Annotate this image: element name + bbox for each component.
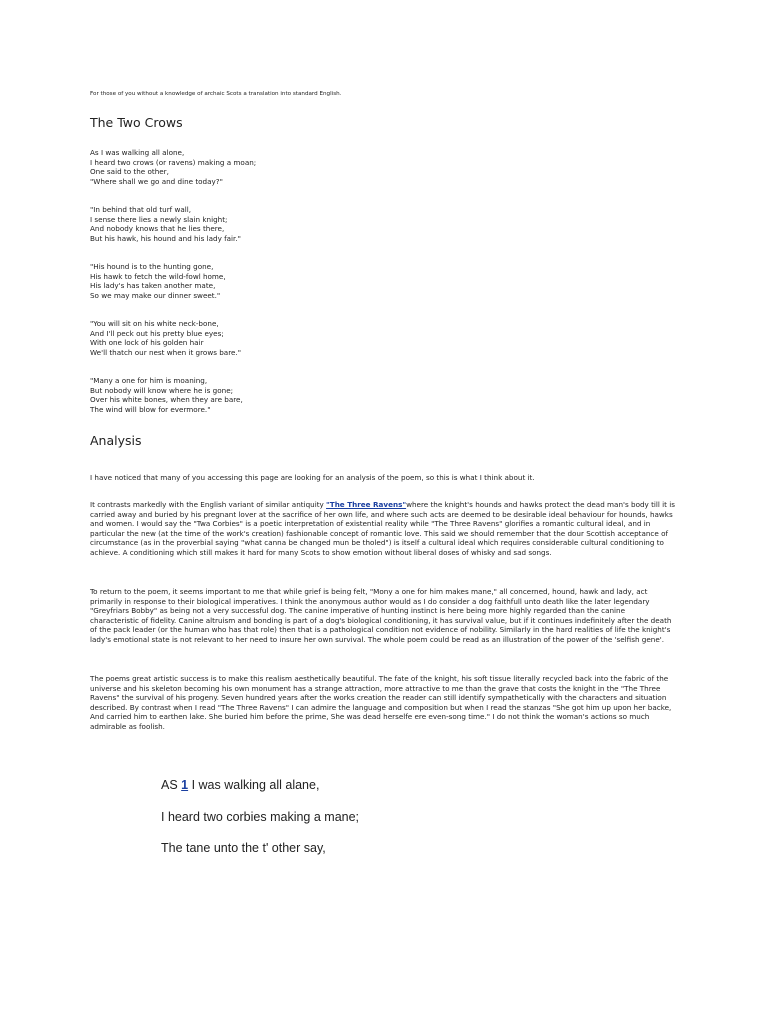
stanza-line: But his hawk, his hound and his lady fair." bbox=[90, 233, 241, 243]
stanza-line: "Many a one for him is moaning, bbox=[90, 376, 208, 385]
stanza-line: "Where shall we go and dine today?" bbox=[90, 176, 223, 186]
stanza-line: His lady's has taken another mate, bbox=[90, 281, 216, 290]
stanza-3 bbox=[90, 262, 676, 300]
analysis-paragraph-return: To return to the poem, it seems important to me that while grief is being felt, "Mony a one for him makes mane," all concerned, hound, hawk and lady, act primarily in response to their biological imperatives. I think the anonymous author would as I do consider a dog faithfull unto death like the later legendary "Greyfriars Bobby" as being not a very successful dog. The canine imperative of hunting instinct is here being more highly regarded than the canine characteristic of fidelity. Canine altruism and bonding is part of a dog's biological conditioning, it has survival value, but if it continues indefinitely after the death of the pack leader (or the human who has that role) then that is a pathological condition not evidence of nobility. Similarly in the hard realities of life the knight's lady's emotional state is not relevant to her need to insure her own survival. The whole poem could be read as an illustration of the power of the 'selfish gene'. bbox=[90, 587, 672, 644]
scots-text: I was walking all alane, bbox=[188, 778, 320, 792]
paragraph-text: It contrasts markedly with the English variant of similar antiquity bbox=[90, 500, 327, 510]
analysis-paragraph-contrast bbox=[90, 500, 676, 557]
stanza-line: One said to the other, bbox=[90, 167, 169, 176]
stanza-line: The wind will blow for evermore." bbox=[90, 404, 211, 414]
stanza-line: As I was walking all alone, bbox=[90, 148, 185, 157]
scots-line-3: The tane unto the t' other say, bbox=[161, 841, 326, 855]
stanza-line: "In behind that old turf wall, bbox=[90, 205, 192, 214]
scots-line-2: I heard two corbies making a mane; bbox=[161, 810, 360, 824]
stanza-line: So we may make our dinner sweet." bbox=[90, 290, 221, 300]
intro-note: For those of you without a knowledge of archaic Scots a translation into standard English. bbox=[90, 91, 342, 97]
stanza-line: And I'll peck out his pretty blue eyes; bbox=[90, 328, 224, 338]
stanza-1 bbox=[90, 148, 676, 186]
stanza-line: But nobody will know where he is gone; bbox=[90, 385, 234, 395]
poem-heading: The Two Crows bbox=[90, 115, 183, 130]
stanza-2 bbox=[90, 205, 676, 243]
stanza-line: With one lock of his golden hair bbox=[90, 338, 204, 347]
stanza-line: We'll thatch our nest when it grows bare." bbox=[90, 347, 242, 357]
stanza-line: His hawk to fetch the wild-fowl home, bbox=[90, 271, 226, 281]
stanza-5 bbox=[90, 376, 676, 414]
scots-text: AS bbox=[161, 778, 182, 792]
paragraph-text: where the knight's hounds and hawks protect the dead man's body till it is carried away and buried by his pregnant lover at the sacrifice of her own life, and where such acts are deemed to be desirable ideal behaviour for hounds, hawks and women. I would say the "Twa Corbies" is a poetic interpretation of existential reality while "The Three Ravens" glorifies a romantic cultural ideal, and in particular the new (at the time of the work's creation) fashionable concept of romantic love. This said we should remember that the dour Scottish acceptance of circumstance (as in the proverbial saying "what canna be changed mun be tholed") is itself a cultural ideal which requires considerable cultural conditioning to achieve. A conditioning which still makes it hard for many Scots to show emotion without liberal doses of whisky and sad songs. bbox=[90, 500, 676, 557]
stanza-line: I heard two crows (or ravens) making a moan; bbox=[90, 157, 257, 167]
analysis-paragraph-intro: I have noticed that many of you accessing this page are looking for an analysis of the poem, so this is what I think about it. bbox=[90, 473, 535, 483]
stanza-line: I sense there lies a newly slain knight; bbox=[90, 214, 228, 224]
stanza-4 bbox=[90, 319, 676, 357]
scots-line-1 bbox=[161, 778, 319, 792]
analysis-heading: Analysis bbox=[90, 433, 142, 448]
footnote-link[interactable]: 1 bbox=[181, 778, 189, 792]
three-ravens-link[interactable]: "The Three Ravens" bbox=[326, 500, 407, 510]
stanza-line: "You will sit on his white neck-bone, bbox=[90, 319, 219, 328]
stanza-line: "His hound is to the hunting gone, bbox=[90, 262, 214, 271]
analysis-paragraph-success: The poems great artistic success is to make this realism aesthetically beautiful. The fate of the knight, his soft tissue literally recycled back into the fabric of the universe and his skeleton becoming his own monument has a strange attraction, more attractive to me than the grave that costs the knight in the "The Three Ravens" the survival of his progeny. Seven hundred years after the works creation the reader can still identify sympathetically with the characters and situation described. By contrast when I read "The Three Ravens" I can admire the language and composition but when I read the stanzas "She got him up upon her backe, And carried him to earthen lake. She buried him before the prime, She was dead herselfe ere even-song time." I do not think the woman's actions so much admirable as foolish. bbox=[90, 674, 672, 731]
stanza-line: And nobody knows that he lies there, bbox=[90, 224, 225, 233]
stanza-line: Over his white bones, when they are bare, bbox=[90, 395, 243, 404]
